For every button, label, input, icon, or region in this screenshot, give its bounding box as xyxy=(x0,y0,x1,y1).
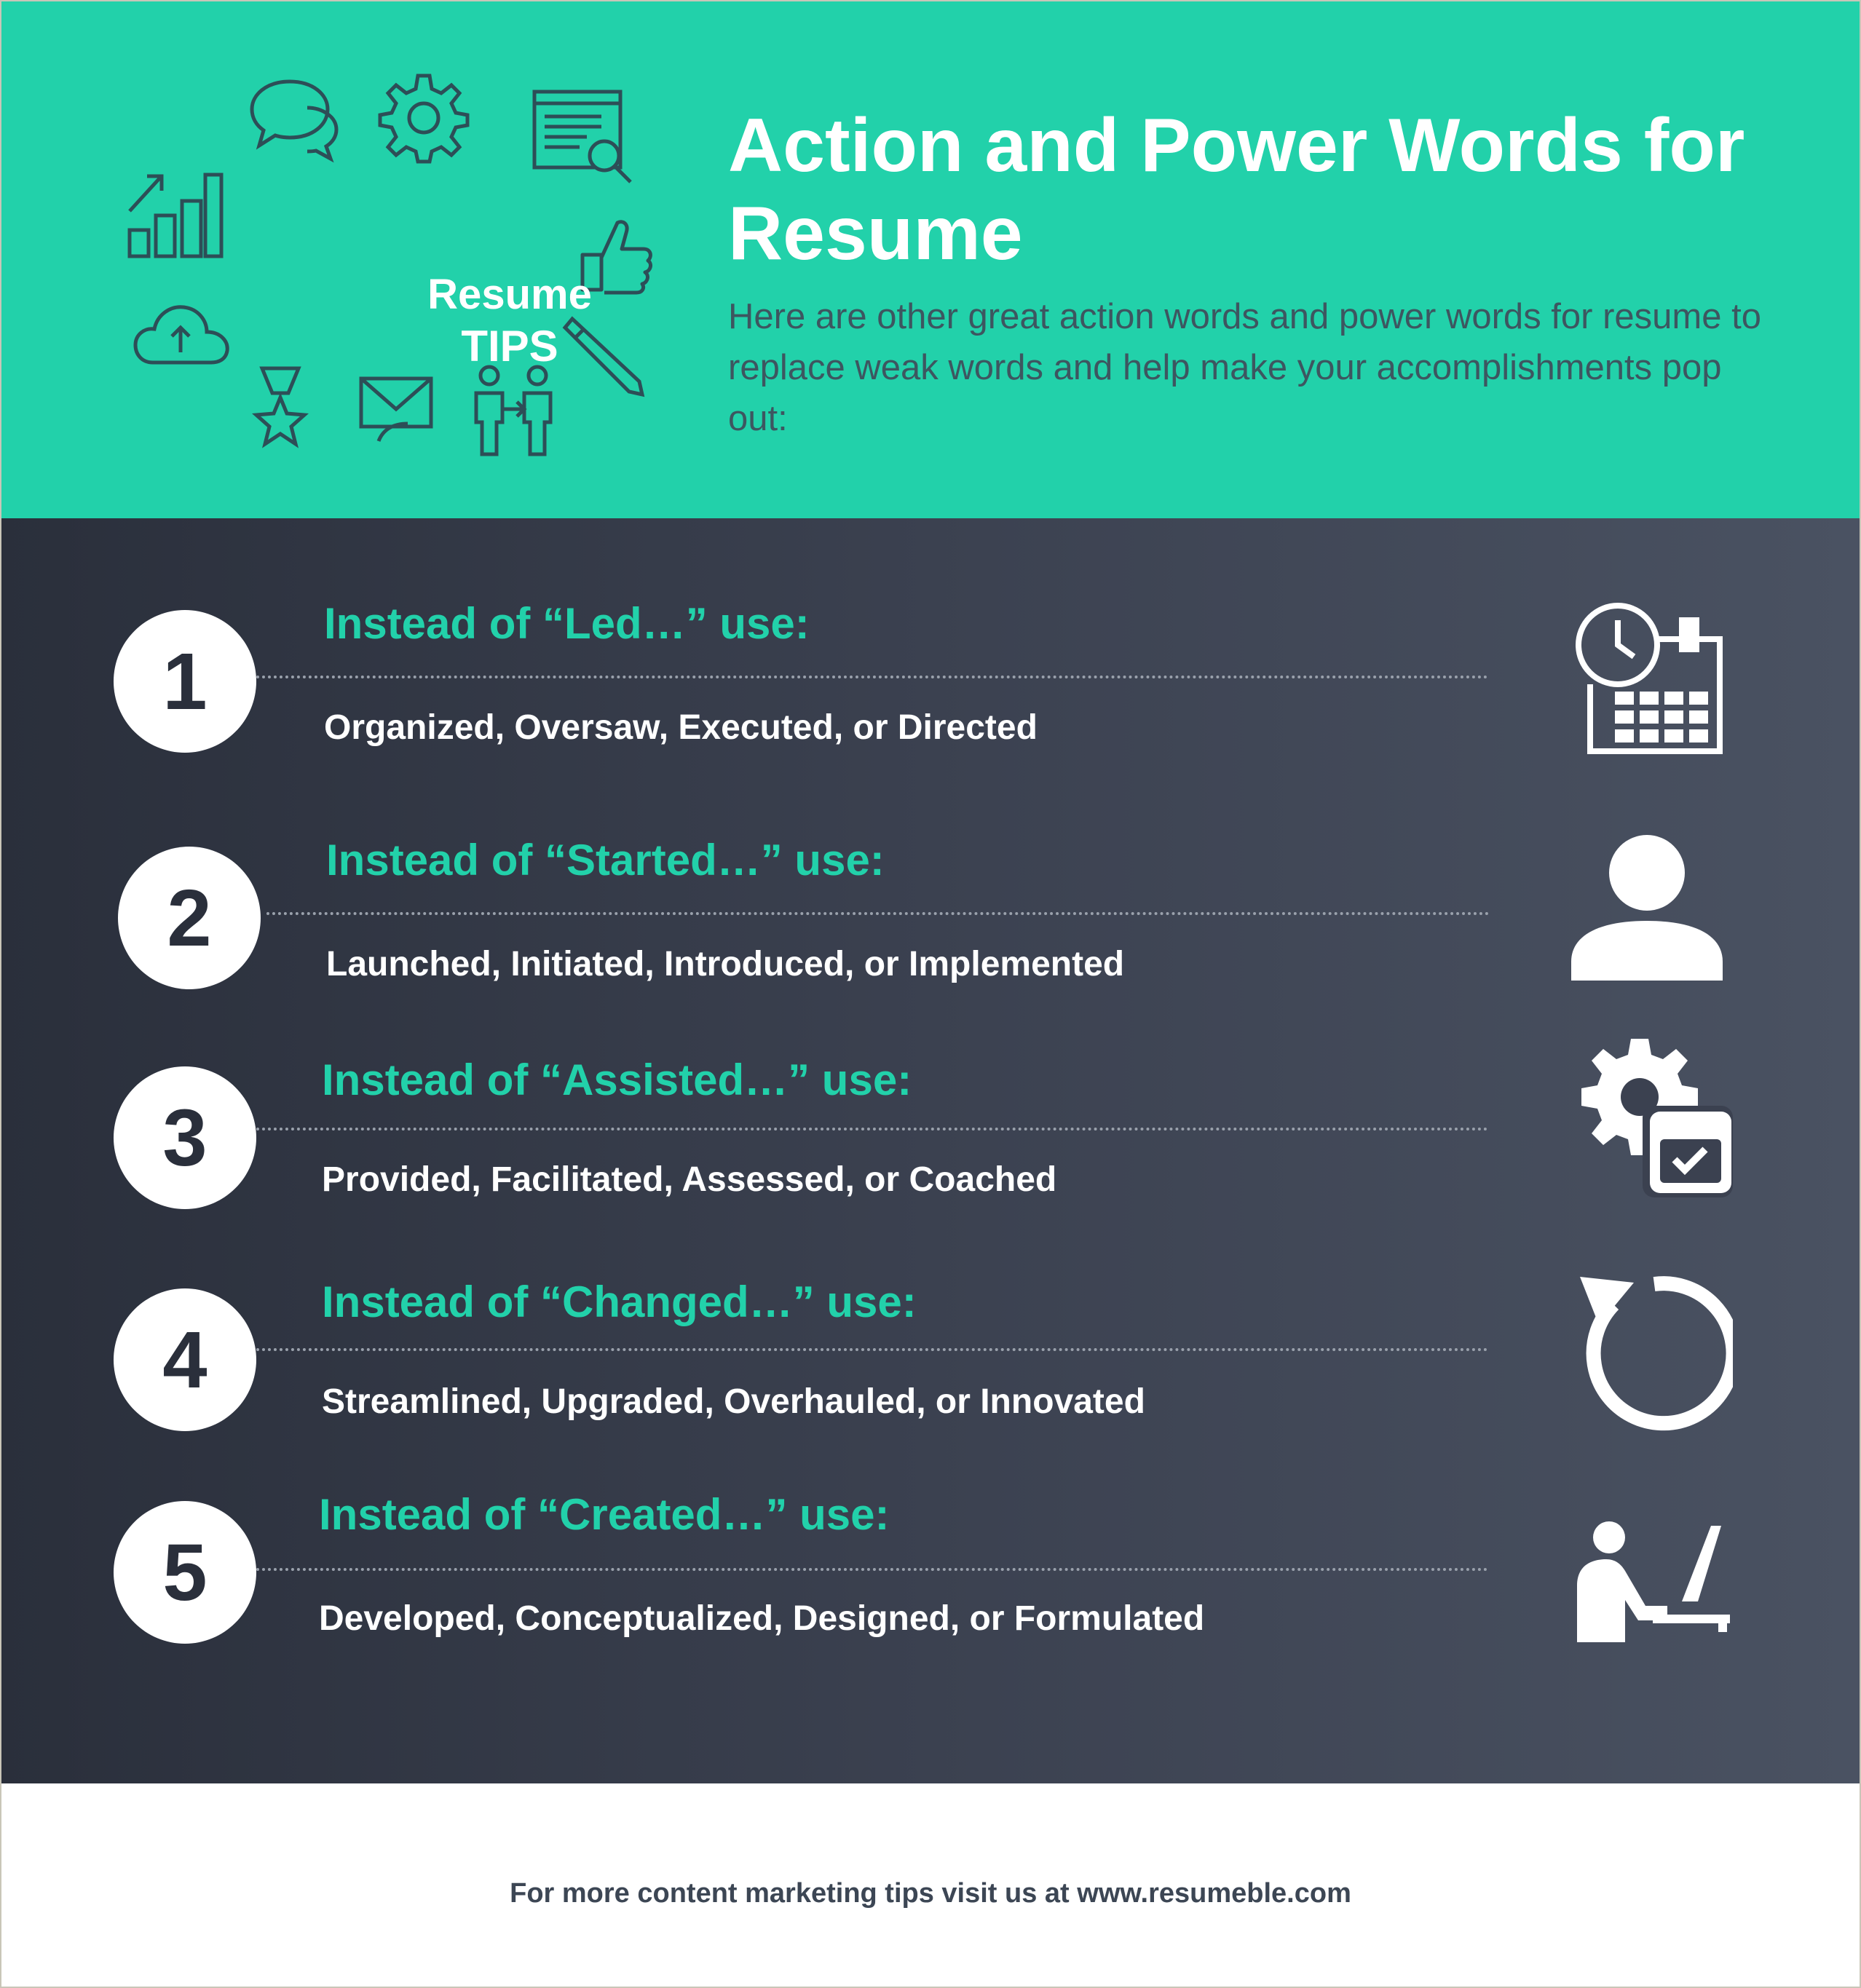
tip-divider xyxy=(256,676,1488,678)
bar-chart-icon xyxy=(124,167,226,262)
envelope-icon xyxy=(357,371,437,444)
tips-panel xyxy=(0,518,1861,1783)
tip-number-badge: 5 xyxy=(114,1501,256,1644)
page-title: Action and Power Words for Resume xyxy=(728,103,1745,276)
page-subtitle: Here are other great action words and power words for resume to replace weak words and help make your accomplishments pop out: xyxy=(728,297,1761,439)
tip-item xyxy=(0,1277,1861,1495)
tip-item xyxy=(0,598,1861,817)
calendar-clock-icon xyxy=(1573,598,1733,759)
tip-divider xyxy=(256,1348,1488,1351)
tip-divider xyxy=(256,1128,1488,1130)
tip-alternatives: Streamlined, Upgraded, Overhauled, or Innovated xyxy=(322,1382,1145,1421)
resume-tips-label xyxy=(393,269,626,373)
resume-tips-icon-cluster xyxy=(109,58,663,466)
tip-heading: Instead of “Created…” use: xyxy=(319,1490,890,1539)
header-banner xyxy=(0,0,1861,518)
tip-heading: Instead of “Changed…” use: xyxy=(322,1278,917,1326)
tip-number-badge: 1 xyxy=(114,610,256,753)
tip-heading: Instead of “Started…” use: xyxy=(326,836,885,884)
tips-label-line2: TIPS xyxy=(461,321,558,371)
footer xyxy=(0,1783,1861,1988)
tip-number-badge: 3 xyxy=(114,1066,256,1209)
medal-icon xyxy=(248,364,313,451)
tip-alternatives: Provided, Facilitated, Assessed, or Coached xyxy=(322,1160,1057,1199)
tip-heading: Instead of “Assisted…” use: xyxy=(322,1056,912,1104)
tip-heading: Instead of “Led…” use: xyxy=(324,599,810,648)
document-search-icon xyxy=(529,87,638,189)
tip-item xyxy=(0,835,1861,1053)
gear-icon xyxy=(374,68,473,167)
tip-alternatives: Developed, Conceptualized, Designed, or Formulated xyxy=(319,1599,1205,1638)
tip-number-badge: 4 xyxy=(114,1288,256,1431)
people-transfer-icon xyxy=(466,364,561,459)
refresh-icon xyxy=(1573,1268,1733,1433)
tips-label-line1: Resume xyxy=(427,271,592,318)
tip-number-badge: 2 xyxy=(118,847,261,989)
footer-text: For more content marketing tips visit us at www.resumeble.com xyxy=(510,1878,1351,1909)
gear-checklist-icon xyxy=(1573,1036,1734,1200)
tip-divider xyxy=(256,1568,1488,1571)
tip-item xyxy=(0,1055,1861,1273)
tip-item xyxy=(0,1489,1861,1708)
tip-divider xyxy=(266,912,1490,915)
person-icon xyxy=(1570,828,1724,988)
person-at-desk-icon xyxy=(1573,1520,1730,1644)
tip-alternatives: Launched, Initiated, Introduced, or Implemented xyxy=(326,945,1125,983)
chat-bubbles-icon xyxy=(246,76,341,163)
cloud-upload-icon xyxy=(131,298,233,371)
tip-alternatives: Organized, Oversaw, Executed, or Directed xyxy=(324,708,1038,747)
